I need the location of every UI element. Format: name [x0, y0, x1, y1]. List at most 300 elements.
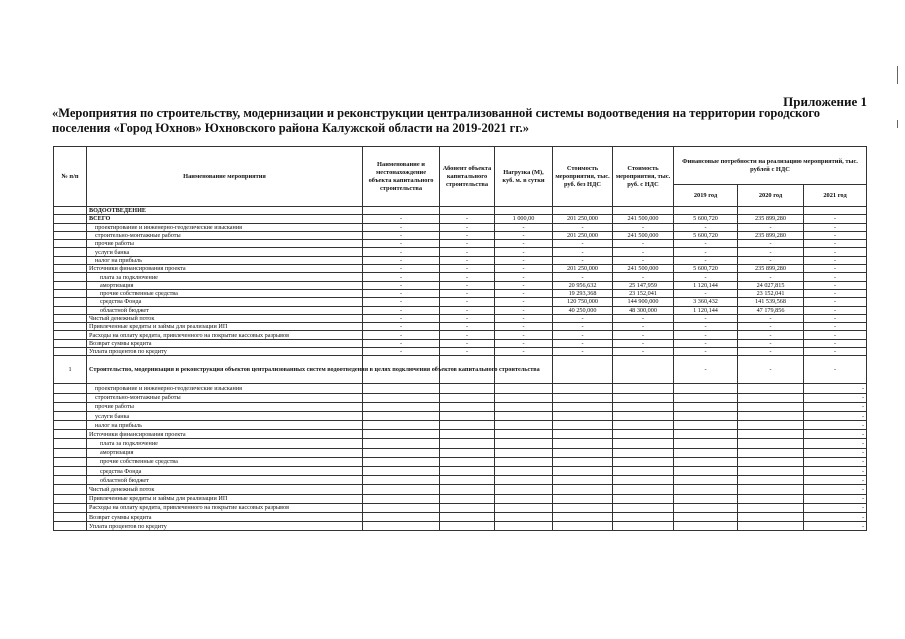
cost-no-vat-cell: - — [553, 248, 613, 256]
table-row — [54, 248, 867, 256]
y2021-cell: - — [804, 512, 867, 521]
load-cell: - — [495, 323, 553, 331]
row-number-cell — [54, 223, 87, 231]
y2021-cell: - — [804, 467, 867, 476]
table-row — [54, 512, 867, 521]
row-name-cell: услуги банка — [87, 248, 363, 256]
subscriber-cell: - — [440, 240, 495, 248]
row-name-cell: прочие работы — [87, 402, 363, 411]
y2020-cell — [738, 476, 804, 485]
subscriber-cell: - — [440, 323, 495, 331]
cost-vat-cell — [613, 430, 674, 439]
y2020-cell — [738, 457, 804, 466]
table-row — [54, 265, 867, 273]
subscriber-cell — [440, 512, 495, 521]
subscriber-cell: - — [440, 306, 495, 314]
subscriber-cell: - — [440, 348, 495, 356]
row-name-cell: проектирование и инженерно-геодезические изыскания — [87, 384, 363, 393]
y2020-cell: 235 899,280 — [738, 215, 804, 223]
y2020-cell: 24 027,815 — [738, 281, 804, 289]
location-cell: - — [363, 248, 440, 256]
load-cell — [495, 512, 553, 521]
location-cell — [363, 476, 440, 485]
y2021-cell: - — [804, 248, 867, 256]
y2020-cell: - — [738, 339, 804, 347]
cost-vat-cell — [613, 512, 674, 521]
cost-no-vat-cell — [553, 512, 613, 521]
subscriber-cell — [440, 384, 495, 393]
y2020-cell — [738, 439, 804, 448]
cost-no-vat-cell — [553, 439, 613, 448]
cost-no-vat-cell — [553, 421, 613, 430]
cost-no-vat-cell — [553, 522, 613, 531]
cost-vat-cell — [613, 384, 674, 393]
location-cell: - — [363, 323, 440, 331]
load-cell — [495, 384, 553, 393]
row-name-cell: Возврат суммы кредита — [87, 512, 363, 521]
load-cell — [495, 476, 553, 485]
location-cell — [363, 439, 440, 448]
col-2020-header: 2020 год — [738, 185, 804, 207]
cost-vat-cell: - — [613, 339, 674, 347]
row-number-cell — [54, 256, 87, 264]
y2020-cell: - — [738, 323, 804, 331]
y2020-cell: 47 179,856 — [738, 306, 804, 314]
y2019-cell: - — [674, 256, 738, 264]
y2019-cell: 1 120,144 — [674, 281, 738, 289]
location-cell — [363, 421, 440, 430]
location-cell — [363, 384, 440, 393]
table-row — [54, 207, 867, 215]
y2019-cell — [674, 402, 738, 411]
subscriber-cell — [440, 457, 495, 466]
y2021-cell: - — [804, 215, 867, 223]
row-number-cell — [54, 494, 87, 503]
cost-vat-cell — [613, 485, 674, 494]
y2019-cell — [674, 485, 738, 494]
y2020-cell — [738, 430, 804, 439]
y2019-cell — [674, 457, 738, 466]
row-name-cell: строительно-монтажные работы — [87, 231, 363, 239]
table-row — [54, 231, 867, 239]
y2020-cell: 141 539,568 — [738, 298, 804, 306]
table-row — [54, 467, 867, 476]
y2021-cell: - — [804, 265, 867, 273]
row-number-cell — [54, 457, 87, 466]
y2021-cell: - — [804, 494, 867, 503]
cost-vat-cell: - — [613, 223, 674, 231]
cost-no-vat-cell: - — [553, 314, 613, 322]
y2021-cell: - — [804, 314, 867, 322]
row-number-cell — [54, 248, 87, 256]
load-cell — [495, 494, 553, 503]
load-cell: - — [495, 331, 553, 339]
y2019-cell — [674, 522, 738, 531]
table-row — [54, 384, 867, 393]
subscriber-cell — [440, 207, 495, 215]
cost-vat-cell: 144 900,000 — [613, 298, 674, 306]
load-cell: - — [495, 281, 553, 289]
col-name-header: Наименование мероприятия — [87, 147, 363, 207]
row-name-cell: областной бюджет — [87, 306, 363, 314]
location-cell: - — [363, 314, 440, 322]
table-row — [54, 298, 867, 306]
y2021-cell: - — [804, 421, 867, 430]
subscriber-cell — [440, 503, 495, 512]
row-name-cell: Уплата процентов по кредиту — [87, 348, 363, 356]
cost-vat-cell: 25 147,959 — [613, 281, 674, 289]
y2021-cell: - — [804, 281, 867, 289]
cost-vat-cell — [613, 402, 674, 411]
row-number-cell — [54, 240, 87, 248]
load-cell — [495, 439, 553, 448]
row-number-cell — [54, 384, 87, 393]
y2019-cell: - — [674, 273, 738, 281]
y2020-cell — [738, 467, 804, 476]
y2020-cell — [738, 485, 804, 494]
y2020-cell: - — [738, 348, 804, 356]
cost-no-vat-cell — [553, 411, 613, 420]
table-row — [54, 331, 867, 339]
subscriber-cell: - — [440, 331, 495, 339]
row-name-cell: Привлеченные кредиты и займы для реализации ИП — [87, 323, 363, 331]
row-name-cell: прочие собственные средства — [87, 457, 363, 466]
y2019-cell — [674, 503, 738, 512]
y2019-cell — [674, 476, 738, 485]
col-cost-no-vat-header: Стоимость мероприятия, тыс. руб. без НДС — [553, 147, 613, 207]
load-cell: - — [495, 314, 553, 322]
location-cell — [363, 207, 440, 215]
y2020-cell: - — [738, 248, 804, 256]
table-row — [54, 421, 867, 430]
cost-no-vat-cell: 20 956,632 — [553, 281, 613, 289]
y2019-cell — [674, 411, 738, 420]
y2021-cell: - — [804, 298, 867, 306]
location-cell: - — [363, 215, 440, 223]
row-name-cell: Расходы на оплату кредита, привлеченного на покрытие кассовых разрывов — [87, 331, 363, 339]
y2021-cell: - — [804, 223, 867, 231]
location-cell — [363, 494, 440, 503]
y2021-cell: - — [804, 339, 867, 347]
row-number-cell: 1 — [54, 356, 87, 384]
y2019-cell: - — [674, 314, 738, 322]
cost-no-vat-cell — [553, 393, 613, 402]
y2019-cell — [674, 207, 738, 215]
location-cell: - — [363, 331, 440, 339]
col-load-header: Нагрузка (М), куб. м. в сутки — [495, 147, 553, 207]
subscriber-cell — [440, 522, 495, 531]
row-number-cell — [54, 402, 87, 411]
cost-no-vat-cell — [553, 494, 613, 503]
y2020-cell — [738, 421, 804, 430]
y2019-cell: - — [674, 248, 738, 256]
y2019-cell — [674, 393, 738, 402]
load-cell: - — [495, 240, 553, 248]
y2020-cell: - — [738, 356, 804, 384]
row-name-cell: налог на прибыль — [87, 256, 363, 264]
row-number-cell — [54, 503, 87, 512]
y2019-cell: - — [674, 356, 738, 384]
row-name-cell: средства Фонда — [87, 467, 363, 476]
table-row — [54, 485, 867, 494]
y2021-cell: - — [804, 503, 867, 512]
y2021-cell: - — [804, 289, 867, 297]
y2020-cell: 235 899,280 — [738, 231, 804, 239]
row-number-cell — [54, 323, 87, 331]
subscriber-cell: - — [440, 339, 495, 347]
col-finance-header: Финансовые потребности на реализацию мероприятий, тыс. рублей с НДС — [674, 147, 867, 185]
cost-vat-cell: 48 300,000 — [613, 306, 674, 314]
row-number-cell — [54, 512, 87, 521]
cost-no-vat-cell: - — [553, 273, 613, 281]
subscriber-cell — [440, 476, 495, 485]
y2019-cell: 5 600,720 — [674, 265, 738, 273]
cost-vat-cell: - — [613, 248, 674, 256]
scan-edge-mark — [897, 120, 898, 128]
y2021-cell: - — [804, 240, 867, 248]
table-row — [54, 215, 867, 223]
table-row — [54, 306, 867, 314]
location-cell — [363, 457, 440, 466]
load-cell — [495, 402, 553, 411]
row-number-cell — [54, 273, 87, 281]
location-cell — [363, 522, 440, 531]
cost-vat-cell — [613, 448, 674, 457]
y2021-cell: - — [804, 457, 867, 466]
load-cell — [495, 457, 553, 466]
subscriber-cell — [440, 439, 495, 448]
row-name-cell: Привлеченные кредиты и займы для реализации ИП — [87, 494, 363, 503]
location-cell: - — [363, 298, 440, 306]
y2020-cell — [738, 448, 804, 457]
table-row — [54, 323, 867, 331]
row-number-cell — [54, 348, 87, 356]
table-row — [54, 348, 867, 356]
row-name-cell: Источники финансирования проекта — [87, 265, 363, 273]
table-row — [54, 281, 867, 289]
cost-no-vat-cell: 40 250,000 — [553, 306, 613, 314]
location-cell: - — [363, 240, 440, 248]
table-row — [54, 439, 867, 448]
table-row-item-heading — [54, 356, 867, 384]
table-row — [54, 494, 867, 503]
cost-no-vat-cell: - — [553, 331, 613, 339]
cost-no-vat-cell — [553, 207, 613, 215]
load-cell: - — [495, 273, 553, 281]
cost-no-vat-cell — [553, 448, 613, 457]
cost-vat-cell: - — [613, 331, 674, 339]
table-row — [54, 448, 867, 457]
cost-vat-cell — [613, 411, 674, 420]
cost-no-vat-cell — [553, 457, 613, 466]
subscriber-cell: - — [440, 298, 495, 306]
y2020-cell: - — [738, 331, 804, 339]
row-name-cell: Уплата процентов по кредиту — [87, 522, 363, 531]
y2021-cell: - — [804, 356, 867, 384]
y2020-cell — [738, 503, 804, 512]
load-cell — [495, 467, 553, 476]
title-line: «Мероприятия по строительству, модернизации и реконструкции централизованной системы водоотведения на территории городского — [52, 106, 820, 120]
cost-no-vat-cell: - — [553, 223, 613, 231]
y2019-cell: - — [674, 339, 738, 347]
y2020-cell — [738, 512, 804, 521]
col-cost-vat-header: Стоимость мероприятия, тыс. руб. с НДС — [613, 147, 674, 207]
y2020-cell — [738, 384, 804, 393]
location-cell — [363, 503, 440, 512]
row-number-cell — [54, 411, 87, 420]
table-body-item-1 — [54, 356, 867, 531]
y2019-cell — [674, 439, 738, 448]
cost-vat-cell: 241 500,000 — [613, 215, 674, 223]
row-number-cell — [54, 339, 87, 347]
row-number-cell — [54, 331, 87, 339]
y2019-cell: 5 600,720 — [674, 231, 738, 239]
table-row — [54, 476, 867, 485]
subscriber-cell — [440, 411, 495, 420]
row-name-cell: Источники финансирования проекта — [87, 430, 363, 439]
y2019-cell: - — [674, 223, 738, 231]
y2019-cell — [674, 512, 738, 521]
load-cell — [495, 448, 553, 457]
cost-vat-cell — [613, 207, 674, 215]
row-name-cell: строительно-монтажные работы — [87, 393, 363, 402]
row-number-cell — [54, 281, 87, 289]
appendix-label: Приложение 1 — [783, 94, 867, 109]
table-row — [54, 223, 867, 231]
col-2019-header: 2019 год — [674, 185, 738, 207]
cost-no-vat-cell — [553, 467, 613, 476]
document-title — [52, 106, 872, 136]
y2020-cell: 235 899,280 — [738, 265, 804, 273]
y2021-cell: - — [804, 273, 867, 281]
location-cell: - — [363, 306, 440, 314]
table-row — [54, 522, 867, 531]
load-cell — [495, 430, 553, 439]
row-number-cell — [54, 393, 87, 402]
location-cell — [363, 402, 440, 411]
cost-no-vat-cell — [553, 356, 613, 384]
subscriber-cell: - — [440, 223, 495, 231]
row-number-cell — [54, 421, 87, 430]
y2019-cell — [674, 421, 738, 430]
cost-vat-cell — [613, 356, 674, 384]
y2020-cell — [738, 207, 804, 215]
location-cell: - — [363, 256, 440, 264]
cost-no-vat-cell — [553, 402, 613, 411]
load-cell: - — [495, 231, 553, 239]
load-cell: - — [495, 289, 553, 297]
y2019-cell: - — [674, 240, 738, 248]
load-cell: - — [495, 265, 553, 273]
row-number-cell — [54, 522, 87, 531]
y2020-cell: - — [738, 256, 804, 264]
row-number-cell — [54, 207, 87, 215]
row-name-cell: плата за подключение — [87, 273, 363, 281]
y2020-cell: - — [738, 223, 804, 231]
load-cell — [495, 503, 553, 512]
row-name-cell: ВОДООТВЕДЕНИЕ — [87, 207, 363, 215]
row-number-cell — [54, 306, 87, 314]
y2019-cell — [674, 384, 738, 393]
y2019-cell: 1 120,144 — [674, 306, 738, 314]
row-name-cell: Чистый денежный поток — [87, 485, 363, 494]
y2020-cell — [738, 494, 804, 503]
load-cell: - — [495, 348, 553, 356]
y2021-cell: - — [804, 439, 867, 448]
subscriber-cell — [440, 402, 495, 411]
row-number-cell — [54, 314, 87, 322]
subscriber-cell: - — [440, 256, 495, 264]
table-row — [54, 402, 867, 411]
location-cell: - — [363, 339, 440, 347]
y2020-cell — [738, 393, 804, 402]
location-cell — [363, 411, 440, 420]
row-name-cell: Чистый денежный поток — [87, 314, 363, 322]
y2020-cell: 23 152,041 — [738, 289, 804, 297]
y2019-cell: - — [674, 331, 738, 339]
load-cell — [495, 485, 553, 494]
cost-vat-cell — [613, 476, 674, 485]
table-row — [54, 503, 867, 512]
cost-vat-cell: 241 500,000 — [613, 231, 674, 239]
load-cell: - — [495, 223, 553, 231]
location-cell: - — [363, 281, 440, 289]
row-number-cell — [54, 430, 87, 439]
y2020-cell — [738, 411, 804, 420]
row-name-cell: ВСЕГО — [87, 215, 363, 223]
y2019-cell: 5 600,720 — [674, 215, 738, 223]
load-cell — [495, 522, 553, 531]
y2021-cell: - — [804, 411, 867, 420]
row-number-cell — [54, 289, 87, 297]
table-row — [54, 256, 867, 264]
y2021-cell: - — [804, 448, 867, 457]
row-number-cell — [54, 467, 87, 476]
location-cell: - — [363, 348, 440, 356]
subscriber-cell — [440, 467, 495, 476]
y2020-cell: - — [738, 273, 804, 281]
y2019-cell — [674, 448, 738, 457]
y2019-cell: - — [674, 323, 738, 331]
col-2021-header: 2021 год — [804, 185, 867, 207]
y2019-cell — [674, 430, 738, 439]
cost-no-vat-cell: 201 250,000 — [553, 265, 613, 273]
row-name-cell: амортизация — [87, 448, 363, 457]
title-line: поселения «Город Юхнов» Юхновского района Калужской области на 2019-2021 гг.» — [52, 121, 529, 135]
row-name-cell: плата за подключение — [87, 439, 363, 448]
cost-no-vat-cell: - — [553, 348, 613, 356]
location-cell — [363, 512, 440, 521]
cost-vat-cell: - — [613, 256, 674, 264]
load-cell — [495, 393, 553, 402]
location-cell: - — [363, 231, 440, 239]
load-cell: - — [495, 248, 553, 256]
cost-no-vat-cell — [553, 485, 613, 494]
subscriber-cell — [440, 494, 495, 503]
row-name-cell: проектирование и инженерно-геодезические изыскания — [87, 223, 363, 231]
location-cell — [363, 467, 440, 476]
table-row — [54, 240, 867, 248]
row-name-cell: услуги банка — [87, 411, 363, 420]
y2021-cell: - — [804, 393, 867, 402]
cost-no-vat-cell — [553, 503, 613, 512]
cost-no-vat-cell — [553, 384, 613, 393]
cost-no-vat-cell: 201 250,000 — [553, 215, 613, 223]
load-cell: - — [495, 298, 553, 306]
location-cell — [363, 448, 440, 457]
cost-no-vat-cell: - — [553, 256, 613, 264]
location-cell: - — [363, 223, 440, 231]
